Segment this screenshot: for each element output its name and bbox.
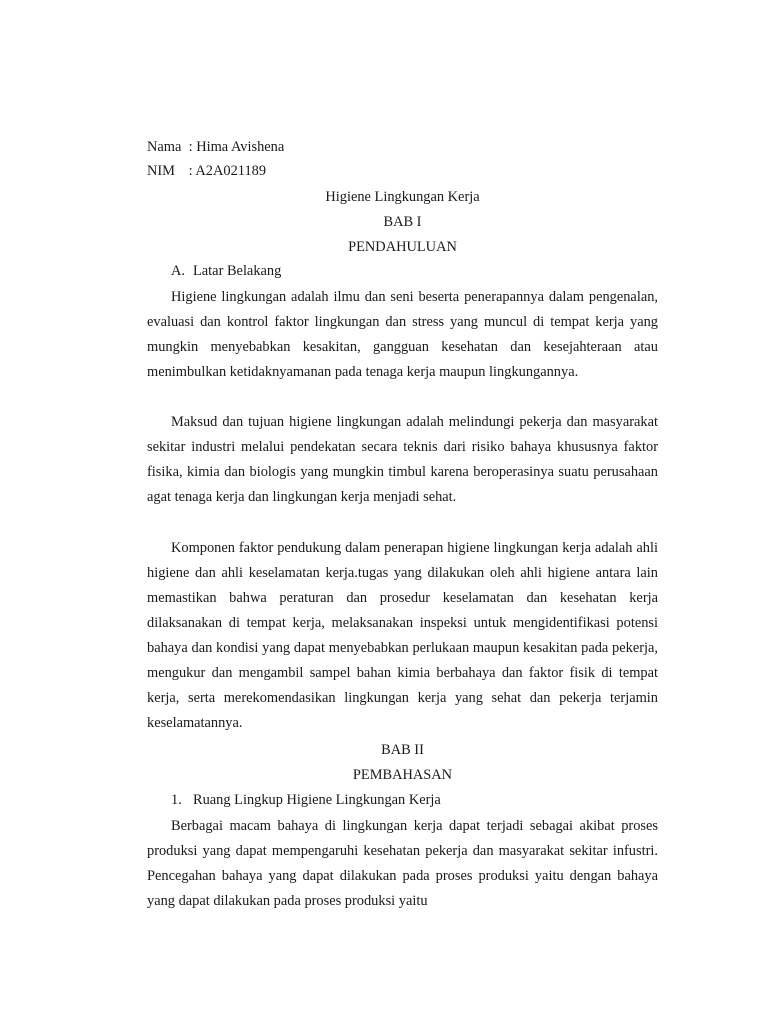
bab1-label: BAB I [383, 214, 422, 230]
name-label: Nama [147, 139, 182, 155]
section-1-number: 1. [171, 792, 182, 808]
name-line [147, 135, 284, 159]
section-a-number: A. [171, 263, 185, 279]
bab1-title: PENDAHULUAN [348, 239, 457, 255]
section-1-title: Ruang Lingkup Higiene Lingkungan Kerja [193, 792, 441, 808]
paragraph-latar-2: Maksud dan tujuan higiene lingkungan adalah melindungi pekerja dan masyarakat sekitar industri melalui pendekatan secara teknis dari risiko bahaya khususnya faktor fisika, kimia dan biologis yang mungkin timbul karena beroperasinya suatu perusahaan agat tenaga kerja dan lingkungan kerja menjadi sehat. [147, 414, 658, 505]
section-a-title: Latar Belakang [193, 263, 282, 279]
paragraph-latar-3: Komponen faktor pendukung dalam penerapan higiene lingkungan kerja adalah ahli higiene dan ahli keselamatan kerja.tugas yang dilakukan oleh ahli higiene antara lain memastikan bahwa peraturan dan prosedur keselamatan dan kesehatan kerja dilaksanakan di tempat kerja, melaksanakan inspeksi untuk mengidentifikasi potensi bahaya dan kondisi yang dapat menyebabkan perlukaan maupun kesakitan pada pekerja, mengukur dan mengambil sampel bahan kimia berbahaya dan faktor fisik di tempat kerja, serta merekomendasikan lingkungan kerja yang sehat dan pekerja terjamin keselamatannya. [147, 540, 658, 731]
bab2-label: BAB II [381, 742, 424, 758]
nim-value: : A2A021189 [188, 163, 267, 179]
section-a-heading [147, 259, 658, 284]
nim-label: NIM [147, 163, 175, 179]
paragraph-latar-1: Higiene lingkungan adalah ilmu dan seni beserta penerapannya dalam pengenalan, evaluasi dan kontrol faktor lingkungan dan stress yang muncul di tempat kerja yang mungkin menyebabkan kesakitan, gangguan kesehatan dan kesejahteraan atau menimbulkan ketidaknyamanan pada tenaga kerja maupun lingkungannya. [147, 289, 658, 380]
bab2-title: PEMBAHASAN [352, 767, 453, 783]
document-title: Higiene Lingkungan Kerja [325, 189, 480, 205]
name-value: : Hima Avishena [188, 139, 285, 155]
nim-line [147, 159, 266, 183]
paragraph-ruang-lingkup-1: Berbagai macam bahaya di lingkungan kerja dapat terjadi sebagai akibat proses produksi yang dapat mempengaruhi kesehatan pekerja dan masyarakat sekitar infustri. Pencegahan bahaya yang dapat dilakukan pada proses produksi yaitu dengan bahaya yang dapat dilakukan pada proses produksi yaitu [147, 818, 658, 909]
section-1-heading [147, 788, 658, 813]
